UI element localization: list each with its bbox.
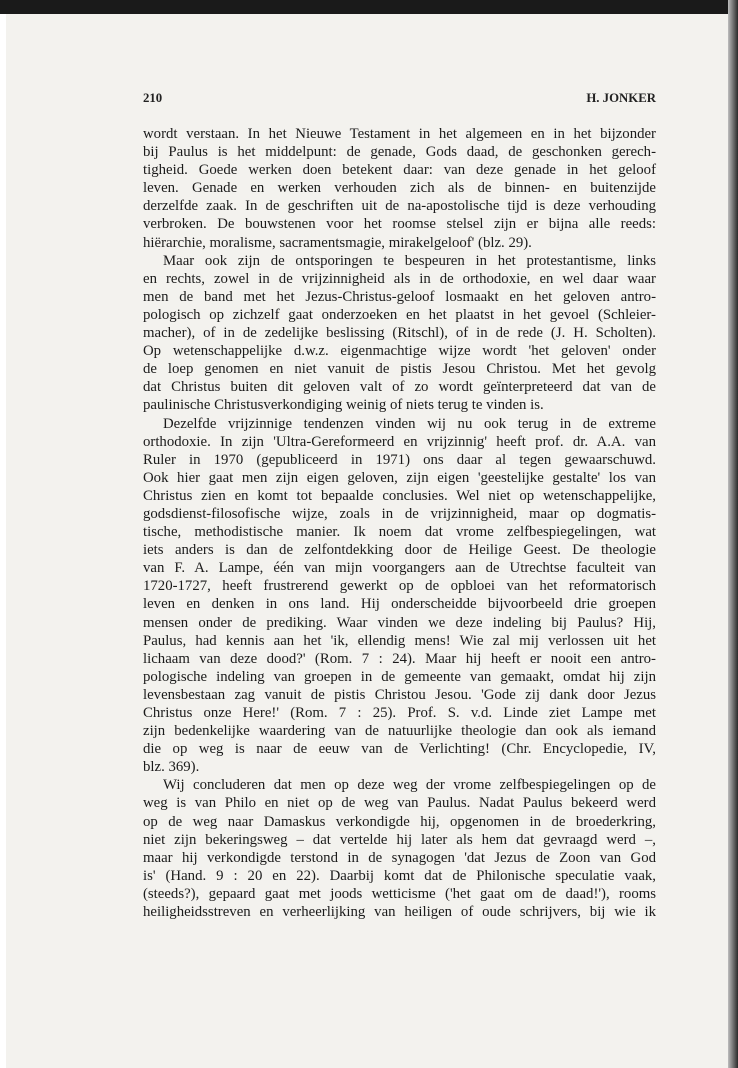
text-line: Christus zien en komt tot bepaalde conclusies. Wel niet op wetenschappelijke,	[143, 487, 656, 504]
text-line: Ook hier gaat men zijn eigen geloven, zijn eigen 'geestelijke gestalte' los van	[143, 469, 656, 486]
page-number: 210	[143, 91, 163, 105]
text-line: 1720-1727, heeft frustrerend gewerkt op de opbloei van het reformatorisch	[143, 578, 656, 595]
text-line: verbroken. De bouwstenen voor het roomse stelsel zijn er bijna alle reeds:	[143, 216, 656, 233]
text-line: derzelfde zaak. In de geschriften uit de na-apostolische tijd is deze verhouding	[143, 198, 656, 215]
text-line: godsdienst-filosofische wijze, zoals in de vrijzinnigheid, maar op dogmatis-	[143, 505, 656, 522]
paragraph	[143, 252, 656, 415]
text-line: tigheid. Goede werken doen betekent daar: van deze genade in het geloof	[143, 162, 656, 179]
running-header	[143, 91, 656, 106]
text-line: niet zijn bekeringsweg – dat vertelde hij later als hem dat gevraagd werd –,	[143, 831, 656, 848]
text-line: dat Christus buiten dit geloven valt of zo wordt geïnterpreteerd dat van de	[143, 379, 656, 396]
text-line: paulinische Christusverkondiging weinig of niets terug te vinden is.	[143, 397, 544, 414]
text-line: Wij concluderen dat men op deze weg der vrome zelfbespiegelingen op de	[163, 777, 656, 794]
text-line: tische, methodistische manier. Ik noem dat vrome zelfbespiegelingen, wat	[143, 524, 656, 541]
text-line: van F. A. Lampe, één van mijn voorgangers aan de Utrechtse faculteit van	[143, 560, 656, 577]
text-line: iets anders is dan de zelfontdekking door de Heilige Geest. De theologie	[143, 542, 656, 559]
text-line: wordt verstaan. In het Nieuwe Testament in het algemeen en in het bijzonder	[143, 126, 656, 142]
text-line: Christus onze Here!' (Rom. 7 : 25). Prof. S. v.d. Linde ziet Lampe met	[143, 705, 656, 721]
paragraph	[143, 125, 656, 252]
scan-right-edge	[728, 0, 738, 1068]
paragraph	[143, 776, 656, 921]
text-line: maar hij verkondigde terstond in de synagogen 'dat Jezus de Zoon van God	[143, 849, 656, 866]
text-line: leven en denken in ons land. Hij onderscheidde bijvoorbeeld drie groepen	[143, 596, 656, 613]
scan-top-edge	[0, 0, 738, 14]
text-line: Op wetenschappelijke d.w.z. eigenmachtige wijze wordt 'het geloven' onder	[143, 343, 656, 360]
text-line: hiërarchie, moralisme, sacramentsmagie, mirakelgeloof' (blz. 29).	[143, 234, 532, 251]
text-line: men de band met het Jezus-Christus-geloof losmaakt en het geloven antro-	[143, 288, 656, 305]
text-line: leven. Genade en werken verhouden zich als de binnen- en buitenzijde	[143, 180, 656, 197]
text-line: op de weg naar Damaskus verkondigde hij, opgenomen in de broederkring,	[143, 813, 656, 830]
text-line: levensbestaan zag vanuit de pistis Christou Jesou. 'Gode zij dank door Jezus	[143, 686, 656, 703]
text-line: zijn bedenkelijke waardering van de natuurlijke theologie dan ook als iemand	[143, 723, 656, 740]
text-line: Dezelfde vrijzinnige tendenzen vinden wij nu ook terug in de extreme	[163, 415, 656, 432]
text-line: mensen onder de prediking. Waar vinden we deze indeling bij Paulus? Hij,	[143, 614, 656, 631]
text-line: die op weg is naar de eeuw van de Verlichting! (Chr. Encyclopedie, IV,	[143, 741, 656, 758]
text-line: orthodoxie. In zijn 'Ultra-Gereformeerd en vrijzinnig' heeft prof. dr. A.A. van	[143, 433, 656, 450]
text-line: Ruler in 1970 (gepubliceerd in 1971) ons daar al tegen gewaarschuwd.	[143, 451, 656, 468]
text-line: weg is van Philo en niet op de weg van Paulus. Nadat Paulus bekeerd werd	[143, 795, 656, 812]
paragraph	[143, 415, 656, 777]
text-line: bij Paulus is het middelpunt: de genade, Gods daad, de geschonken gerech-	[143, 144, 656, 161]
text-line: de loep genomen en niet vanuit de pistis Jesou Christou. Met het gevolg	[143, 361, 656, 378]
body-text	[143, 125, 656, 921]
text-line: macher), of in de zedelijke beslissing (Ritschl), of in de rede (J. H. Scholten).	[143, 325, 656, 342]
text-line: Maar ook zijn de ontsporingen te bespeuren in het protestantisme, links	[163, 252, 656, 269]
text-line: (steeds?), gepaard gaat met joods wetticisme ('het gaat om de daad!'), rooms	[143, 885, 656, 902]
running-head-author: H. JONKER	[586, 91, 656, 105]
text-line: pologisch op zichzelf gaat onderzoeken en het plaatst in het gevoel (Schleier-	[143, 306, 656, 323]
text-line: is' (Hand. 9 : 20 en 22). Daarbij komt dat de Philonische speculatie vaak,	[143, 867, 656, 884]
text-line: lichaam van deze dood?' (Rom. 7 : 24). Maar hij heeft er nooit een antro-	[143, 650, 656, 667]
text-line: heiligheidsstreven en verheerlijking van heiligen of oude schrijvers, bij wie ik	[143, 904, 656, 921]
text-line: blz. 369).	[143, 759, 200, 776]
text-line: en rechts, zowel in de vrijzinnigheid als in de orthodoxie, en wel daar waar	[143, 270, 656, 287]
text-line: Paulus, had kennis aan het 'ik, ellendig mens! Wie zal mij verlossen uit het	[143, 632, 656, 649]
text-line: pologische indeling van groepen in de gemeente van gemaakt, omdat hij zijn	[143, 668, 656, 685]
